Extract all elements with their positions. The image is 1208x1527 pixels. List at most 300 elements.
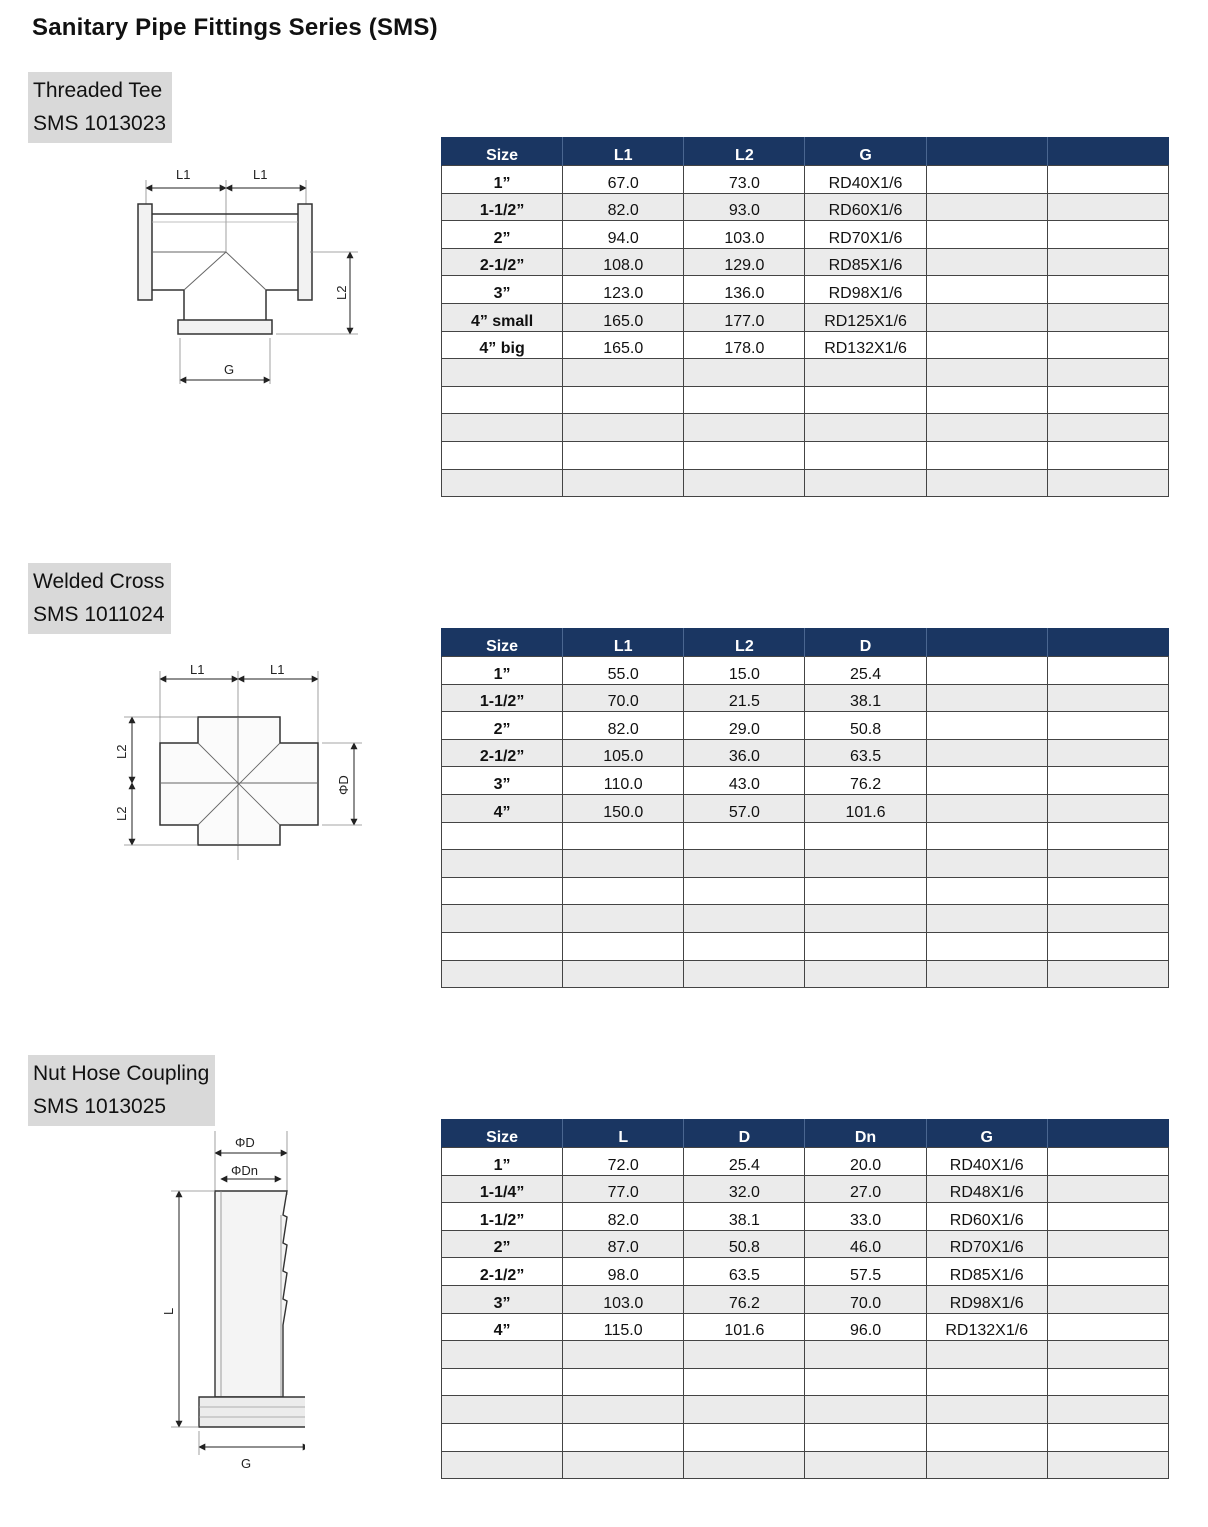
- table-cell: [926, 794, 1047, 822]
- table-cell: [442, 1423, 563, 1451]
- table-cell: RD70X1/6: [926, 1230, 1047, 1258]
- table-cell: [926, 822, 1047, 850]
- table-cell: 98.0: [563, 1258, 684, 1286]
- column-header: L2: [684, 137, 805, 166]
- table-cell: [926, 877, 1047, 905]
- table-cell: [684, 441, 805, 469]
- table-row: [442, 1175, 1169, 1203]
- table-row: [442, 905, 1169, 933]
- table-cell: [1047, 221, 1168, 249]
- table-row: [442, 1423, 1169, 1451]
- table-cell: [1047, 414, 1168, 442]
- table-row: [442, 1230, 1169, 1258]
- table-cell: [442, 1368, 563, 1396]
- table-cell: [563, 414, 684, 442]
- table-cell: [1047, 1175, 1168, 1203]
- dim-label-l1-left: L1: [190, 662, 205, 677]
- table-cell: 57.5: [805, 1258, 926, 1286]
- table-cell: [442, 960, 563, 988]
- table-cell: [1047, 1368, 1168, 1396]
- table-cell: [684, 1451, 805, 1479]
- section-name: Nut Hose Coupling: [33, 1062, 210, 1085]
- table-cell: 20.0: [805, 1148, 926, 1176]
- table-row: [442, 1258, 1169, 1286]
- table-cell: 33.0: [805, 1203, 926, 1231]
- table-cell: 76.2: [684, 1285, 805, 1313]
- table-cell: 129.0: [684, 248, 805, 276]
- table-cell: 27.0: [805, 1175, 926, 1203]
- table-cell: [563, 359, 684, 387]
- table-cell: [563, 877, 684, 905]
- table-row: [442, 822, 1169, 850]
- table-row: [442, 1368, 1169, 1396]
- table-cell: [684, 960, 805, 988]
- table-cell: [926, 739, 1047, 767]
- table-cell: [1047, 1313, 1168, 1341]
- section-name: Welded Cross: [33, 570, 165, 593]
- table-cell: RD60X1/6: [926, 1203, 1047, 1231]
- table-cell: 4”: [442, 1313, 563, 1341]
- table-cell: [563, 1341, 684, 1369]
- table-cell: [1047, 1396, 1168, 1424]
- column-header: L1: [563, 628, 684, 657]
- table-cell: 4” big: [442, 331, 563, 359]
- table-cell: [442, 850, 563, 878]
- table-cell: 105.0: [563, 739, 684, 767]
- table-cell: 55.0: [563, 657, 684, 685]
- table-cell: 32.0: [684, 1175, 805, 1203]
- table-cell: [684, 1368, 805, 1396]
- table-cell: [1047, 684, 1168, 712]
- table-row: [442, 248, 1169, 276]
- table-cell: [442, 822, 563, 850]
- table-cell: 2”: [442, 1230, 563, 1258]
- table-cell: 1”: [442, 1148, 563, 1176]
- table-row: [442, 276, 1169, 304]
- table-cell: [805, 850, 926, 878]
- table-cell: RD125X1/6: [805, 303, 926, 331]
- table-cell: [805, 1423, 926, 1451]
- table-cell: [805, 1368, 926, 1396]
- table-cell: [805, 822, 926, 850]
- table-cell: [563, 905, 684, 933]
- table-cell: [1047, 166, 1168, 194]
- table-cell: RD40X1/6: [805, 166, 926, 194]
- table-row: [442, 1451, 1169, 1479]
- table-cell: [684, 1341, 805, 1369]
- table-cell: [1047, 739, 1168, 767]
- table-cell: 1-1/2”: [442, 684, 563, 712]
- table-cell: [684, 359, 805, 387]
- table-cell: [563, 1396, 684, 1424]
- table-cell: [926, 657, 1047, 685]
- table-cell: [442, 359, 563, 387]
- table-cell: [1047, 469, 1168, 497]
- section-code: SMS 1013023: [33, 112, 167, 135]
- table-cell: [563, 1423, 684, 1451]
- table-cell: [1047, 794, 1168, 822]
- table-cell: 63.5: [805, 739, 926, 767]
- column-header: G: [805, 137, 926, 166]
- table-cell: 1”: [442, 657, 563, 685]
- table-cell: 70.0: [805, 1285, 926, 1313]
- column-header: L2: [684, 628, 805, 657]
- table-cell: [926, 932, 1047, 960]
- table-cell: [926, 248, 1047, 276]
- table-cell: [442, 414, 563, 442]
- table-row: [442, 960, 1169, 988]
- table-cell: [684, 877, 805, 905]
- table-cell: 82.0: [563, 1203, 684, 1231]
- table-cell: RD98X1/6: [805, 276, 926, 304]
- table-cell: 38.1: [805, 684, 926, 712]
- table-cell: 87.0: [563, 1230, 684, 1258]
- table-cell: [926, 1341, 1047, 1369]
- table-cell: [442, 1396, 563, 1424]
- table-cell: 3”: [442, 276, 563, 304]
- table-cell: [805, 1451, 926, 1479]
- dim-label-l1-right: L1: [253, 167, 268, 182]
- table-cell: RD85X1/6: [805, 248, 926, 276]
- dim-label-l2: L2: [334, 285, 349, 300]
- table-cell: [563, 1451, 684, 1479]
- table-cell: [926, 1451, 1047, 1479]
- table-cell: 101.6: [684, 1313, 805, 1341]
- table-cell: 38.1: [684, 1203, 805, 1231]
- table-cell: [442, 386, 563, 414]
- table-cell: [926, 331, 1047, 359]
- table-cell: [805, 414, 926, 442]
- section-name: Threaded Tee: [33, 79, 163, 102]
- table-cell: [926, 276, 1047, 304]
- table-cell: [442, 1451, 563, 1479]
- table-cell: 1”: [442, 166, 563, 194]
- table-cell: [805, 932, 926, 960]
- table-cell: 50.8: [805, 712, 926, 740]
- dim-label-l1-right: L1: [270, 662, 285, 677]
- table-cell: [1047, 1423, 1168, 1451]
- column-header: Size: [442, 1119, 563, 1148]
- table-cell: [684, 822, 805, 850]
- table-cell: [1047, 960, 1168, 988]
- table-cell: 76.2: [805, 767, 926, 795]
- table-cell: [684, 1396, 805, 1424]
- column-header: L1: [563, 137, 684, 166]
- column-header: [926, 628, 1047, 657]
- table-cell: [1047, 932, 1168, 960]
- table-row: [442, 932, 1169, 960]
- table-cell: 178.0: [684, 331, 805, 359]
- table-cell: [684, 1423, 805, 1451]
- table-row: [442, 877, 1169, 905]
- column-header: [1047, 1119, 1168, 1148]
- dim-label-l2-bottom: L2: [114, 806, 129, 821]
- table-cell: [1047, 193, 1168, 221]
- table-cell: 3”: [442, 1285, 563, 1313]
- table-cell: [805, 359, 926, 387]
- table-cell: [684, 386, 805, 414]
- table-cell: 2-1/2”: [442, 1258, 563, 1286]
- column-header: Size: [442, 628, 563, 657]
- table-row: [442, 657, 1169, 685]
- welded-cross-table: [441, 628, 1169, 988]
- table-cell: [442, 469, 563, 497]
- table-cell: 2-1/2”: [442, 739, 563, 767]
- table-row: [442, 1313, 1169, 1341]
- dim-label-l1-left: L1: [176, 167, 191, 182]
- dim-label-d: ΦD: [235, 1135, 255, 1150]
- table-cell: 177.0: [684, 303, 805, 331]
- table-cell: [1047, 822, 1168, 850]
- section-label-nut-hose-coupling: [28, 1055, 215, 1126]
- table-cell: [926, 684, 1047, 712]
- table-cell: 25.4: [805, 657, 926, 685]
- table-cell: [442, 877, 563, 905]
- table-row: [442, 1285, 1169, 1313]
- table-row: [442, 1148, 1169, 1176]
- table-cell: [926, 166, 1047, 194]
- table-cell: RD40X1/6: [926, 1148, 1047, 1176]
- dim-label-l2-top: L2: [114, 744, 129, 759]
- section-label-threaded-tee: [28, 72, 172, 143]
- table-cell: [926, 712, 1047, 740]
- section-label-welded-cross: [28, 563, 171, 634]
- table-cell: RD132X1/6: [805, 331, 926, 359]
- table-cell: 15.0: [684, 657, 805, 685]
- table-cell: [926, 850, 1047, 878]
- table-row: [442, 739, 1169, 767]
- column-header: Dn: [805, 1119, 926, 1148]
- column-header: [926, 137, 1047, 166]
- table-row: [442, 712, 1169, 740]
- table-row: [442, 469, 1169, 497]
- table-cell: 1-1/2”: [442, 193, 563, 221]
- table-cell: 77.0: [563, 1175, 684, 1203]
- table-cell: [926, 1396, 1047, 1424]
- table-cell: [1047, 1285, 1168, 1313]
- table-row: [442, 303, 1169, 331]
- table-cell: [1047, 1203, 1168, 1231]
- nut-hose-coupling-drawing: [155, 1125, 305, 1475]
- table-cell: 50.8: [684, 1230, 805, 1258]
- table-cell: [1047, 386, 1168, 414]
- column-header: D: [684, 1119, 805, 1148]
- table-cell: 21.5: [684, 684, 805, 712]
- table-cell: [1047, 712, 1168, 740]
- table-cell: [563, 386, 684, 414]
- table-cell: 165.0: [563, 331, 684, 359]
- table-cell: 108.0: [563, 248, 684, 276]
- table-cell: 4”: [442, 794, 563, 822]
- nut-hose-coupling-table: [441, 1119, 1169, 1479]
- table-cell: 123.0: [563, 276, 684, 304]
- table-cell: 82.0: [563, 712, 684, 740]
- table-cell: [805, 960, 926, 988]
- section-code: SMS 1011024: [33, 603, 165, 626]
- table-cell: 29.0: [684, 712, 805, 740]
- table-cell: [563, 1368, 684, 1396]
- table-cell: [563, 850, 684, 878]
- table-row: [442, 767, 1169, 795]
- table-cell: 2-1/2”: [442, 248, 563, 276]
- table-cell: [442, 905, 563, 933]
- table-cell: [926, 441, 1047, 469]
- table-cell: [563, 960, 684, 988]
- table-cell: 67.0: [563, 166, 684, 194]
- table-cell: [1047, 1148, 1168, 1176]
- table-cell: 57.0: [684, 794, 805, 822]
- table-cell: [926, 1423, 1047, 1451]
- table-cell: [563, 469, 684, 497]
- table-cell: 1-1/2”: [442, 1203, 563, 1231]
- table-cell: [1047, 359, 1168, 387]
- table-cell: 70.0: [563, 684, 684, 712]
- table-cell: [926, 303, 1047, 331]
- table-cell: 46.0: [805, 1230, 926, 1258]
- column-header: [1047, 137, 1168, 166]
- table-cell: RD48X1/6: [926, 1175, 1047, 1203]
- table-cell: [1047, 276, 1168, 304]
- table-cell: 96.0: [805, 1313, 926, 1341]
- table-cell: [1047, 1230, 1168, 1258]
- table-cell: [926, 960, 1047, 988]
- table-cell: [1047, 303, 1168, 331]
- table-row: [442, 386, 1169, 414]
- table-cell: [926, 1368, 1047, 1396]
- table-row: [442, 684, 1169, 712]
- table-cell: [563, 822, 684, 850]
- table-cell: [926, 469, 1047, 497]
- table-cell: [1047, 331, 1168, 359]
- table-row: [442, 441, 1169, 469]
- table-cell: [1047, 905, 1168, 933]
- dim-label-g: G: [241, 1456, 252, 1471]
- threaded-tee-drawing: [110, 160, 370, 390]
- table-cell: [684, 932, 805, 960]
- table-cell: [563, 932, 684, 960]
- table-cell: RD85X1/6: [926, 1258, 1047, 1286]
- welded-cross-drawing: [108, 655, 368, 870]
- table-cell: [805, 877, 926, 905]
- table-header-row: [442, 137, 1169, 166]
- page-title: Sanitary Pipe Fittings Series (SMS): [32, 14, 438, 41]
- table-cell: [926, 414, 1047, 442]
- table-row: [442, 193, 1169, 221]
- table-cell: 101.6: [805, 794, 926, 822]
- table-cell: [1047, 877, 1168, 905]
- column-header: [1047, 628, 1168, 657]
- table-cell: 3”: [442, 767, 563, 795]
- table-cell: 72.0: [563, 1148, 684, 1176]
- table-cell: 110.0: [563, 767, 684, 795]
- table-row: [442, 221, 1169, 249]
- table-cell: 93.0: [684, 193, 805, 221]
- table-cell: [1047, 248, 1168, 276]
- column-header: G: [926, 1119, 1047, 1148]
- table-cell: RD70X1/6: [805, 221, 926, 249]
- table-row: [442, 1203, 1169, 1231]
- table-row: [442, 166, 1169, 194]
- table-cell: 103.0: [684, 221, 805, 249]
- table-cell: [805, 1396, 926, 1424]
- table-cell: 82.0: [563, 193, 684, 221]
- table-cell: [1047, 657, 1168, 685]
- table-row: [442, 359, 1169, 387]
- column-header: D: [805, 628, 926, 657]
- table-cell: [442, 1341, 563, 1369]
- table-cell: [684, 905, 805, 933]
- table-cell: [684, 414, 805, 442]
- table-cell: [926, 905, 1047, 933]
- table-cell: 63.5: [684, 1258, 805, 1286]
- table-cell: [1047, 850, 1168, 878]
- table-cell: 136.0: [684, 276, 805, 304]
- table-cell: [805, 441, 926, 469]
- dim-label-g: G: [224, 362, 235, 377]
- table-cell: [805, 469, 926, 497]
- table-cell: [926, 359, 1047, 387]
- table-cell: 103.0: [563, 1285, 684, 1313]
- section-code: SMS 1013025: [33, 1095, 167, 1118]
- table-row: [442, 331, 1169, 359]
- table-cell: 1-1/4”: [442, 1175, 563, 1203]
- table-cell: 36.0: [684, 739, 805, 767]
- dim-label-dn: ΦDn: [231, 1163, 258, 1178]
- table-cell: 43.0: [684, 767, 805, 795]
- table-cell: 4” small: [442, 303, 563, 331]
- dim-label-l: L: [161, 1307, 176, 1315]
- table-cell: 150.0: [563, 794, 684, 822]
- table-cell: 2”: [442, 221, 563, 249]
- table-cell: [926, 386, 1047, 414]
- threaded-tee-table: [441, 137, 1169, 497]
- table-cell: [684, 850, 805, 878]
- table-cell: 73.0: [684, 166, 805, 194]
- table-row: [442, 414, 1169, 442]
- table-header-row: [442, 628, 1169, 657]
- table-cell: [1047, 1258, 1168, 1286]
- table-cell: RD98X1/6: [926, 1285, 1047, 1313]
- table-cell: [1047, 1451, 1168, 1479]
- table-cell: 115.0: [563, 1313, 684, 1341]
- table-cell: 165.0: [563, 303, 684, 331]
- table-cell: [926, 193, 1047, 221]
- table-row: [442, 794, 1169, 822]
- table-cell: [805, 905, 926, 933]
- table-row: [442, 850, 1169, 878]
- table-cell: 25.4: [684, 1148, 805, 1176]
- dim-label-d: ΦD: [336, 775, 351, 795]
- table-cell: [805, 1341, 926, 1369]
- table-cell: [926, 221, 1047, 249]
- table-cell: RD60X1/6: [805, 193, 926, 221]
- table-cell: 94.0: [563, 221, 684, 249]
- table-cell: [442, 441, 563, 469]
- table-cell: [926, 767, 1047, 795]
- table-row: [442, 1396, 1169, 1424]
- table-cell: [563, 441, 684, 469]
- table-header-row: [442, 1119, 1169, 1148]
- table-cell: [805, 386, 926, 414]
- column-header: Size: [442, 137, 563, 166]
- table-cell: [684, 469, 805, 497]
- table-cell: [1047, 1341, 1168, 1369]
- column-header: L: [563, 1119, 684, 1148]
- table-row: [442, 1341, 1169, 1369]
- table-cell: RD132X1/6: [926, 1313, 1047, 1341]
- table-cell: [442, 932, 563, 960]
- table-cell: [1047, 441, 1168, 469]
